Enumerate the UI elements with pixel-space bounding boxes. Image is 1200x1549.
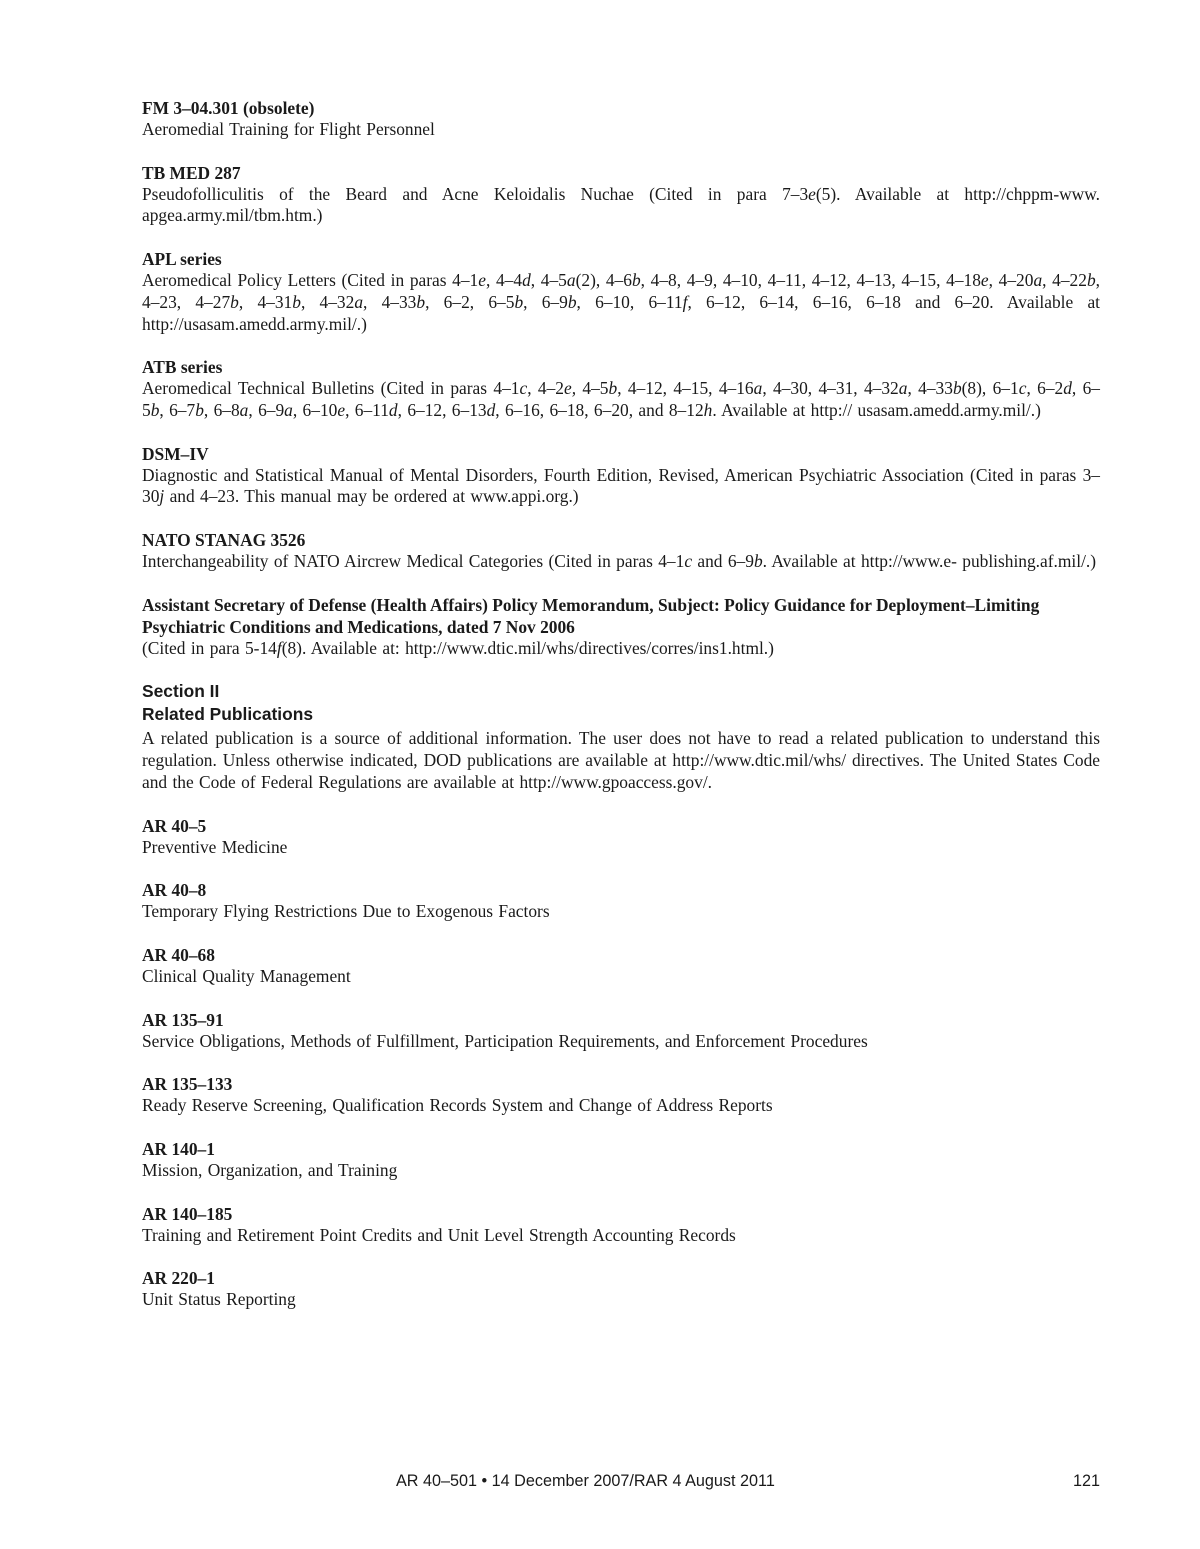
italic-text: a — [284, 399, 293, 420]
publication-description — [142, 1160, 1100, 1182]
description-text: , 6–12, 6–14, 6–16, 6–18 and 6–20. Available at http://usasam.amedd.army.mil/.) — [142, 291, 1101, 334]
italic-text: b — [514, 291, 524, 312]
description-text: Ready Reserve Screening, Qualification Records System and Change of Address Reports — [142, 1095, 773, 1116]
italic-text: e — [478, 270, 486, 291]
section-label: Section II — [142, 681, 220, 702]
description-text: . Available at http:// usasam.amedd.army.mil/.) — [712, 399, 1041, 420]
description-text: Clinical Quality Management — [142, 965, 351, 986]
publication-entry — [142, 1073, 1100, 1117]
publication-title: AR 40–5 — [142, 815, 207, 836]
italic-text: f — [276, 637, 282, 658]
italic-text: a — [1033, 270, 1043, 291]
italic-text: b — [753, 551, 763, 572]
description-text: Diagnostic and Statistical Manual of Mental Disorders, Fourth Edition, Revised, American Psychiatric Association (Cited in paras 3–30 — [142, 464, 1100, 507]
description-text: , 4–32 — [300, 291, 355, 312]
publication-title: AR 135–133 — [142, 1074, 233, 1095]
description-text: , 6–16, 6–18, 6–20, and 8–12 — [495, 399, 704, 420]
description-text: and 4–23. This manual may be ordered at www.appi.org.) — [164, 486, 579, 507]
description-text: , 4–20 — [988, 270, 1034, 291]
italic-text: b — [292, 291, 301, 312]
italic-text: b — [567, 291, 577, 312]
description-text: Service Obligations, Methods of Fulfillment, Participation Requirements, and Enforcement Procedures — [142, 1030, 868, 1051]
description-text: , 4–5 — [530, 270, 567, 291]
italic-text: d — [1063, 378, 1072, 399]
publication-entry — [142, 356, 1100, 421]
italic-text: e — [337, 399, 346, 420]
description-text: 4–5 — [576, 378, 609, 399]
publication-title: AR 40–8 — [142, 880, 207, 901]
related-publications-list — [142, 815, 1100, 1312]
description-text: (Cited in para 5-14 — [142, 637, 277, 658]
description-text: , 6–7 — [159, 399, 196, 420]
italic-text: b — [631, 270, 641, 291]
description-text: Mission, Organization, and Training — [142, 1160, 398, 1181]
publication-title: NATO STANAG 3526 — [142, 530, 306, 551]
description-text: , 6–2 — [1026, 378, 1064, 399]
publication-description — [142, 837, 1100, 859]
italic-text: b — [230, 291, 239, 312]
italic-text: e — [980, 270, 989, 291]
publication-title: FM 3–04.301 (obsolete) — [142, 98, 315, 118]
description-text: Aeromedial Training for Flight Personnel — [142, 119, 435, 139]
description-text: , 6–10, 6–11 — [576, 291, 683, 312]
page-content — [142, 97, 1100, 1332]
italic-text: e — [808, 183, 816, 204]
italic-text: h — [703, 399, 713, 420]
publication-title: AR 140–185 — [142, 1203, 233, 1224]
description-text: , 4–33 — [907, 378, 953, 399]
publication-description — [142, 551, 1100, 573]
description-text: , 6–5 — [142, 378, 1101, 420]
description-text: Aeromedical Policy Letters (Cited in paras 4–1 — [142, 270, 479, 291]
publication-entry — [142, 1203, 1100, 1247]
publication-title: DSM–IV — [142, 443, 209, 464]
publication-description — [142, 638, 1100, 660]
italic-text: a — [566, 270, 576, 291]
section-header — [142, 680, 1100, 726]
description-text: Preventive Medicine — [142, 836, 288, 857]
page-footer — [142, 1472, 1100, 1494]
description-text: , 4–22 — [1042, 270, 1087, 291]
italic-text: c — [684, 551, 693, 572]
section-heading: Related Publications — [142, 704, 314, 725]
italic-text: j — [159, 486, 165, 507]
description-text: , 4–4 — [485, 270, 523, 291]
description-text: , 6–9 — [523, 291, 568, 312]
italic-text: a — [898, 378, 908, 399]
description-text: , 6–9 — [248, 399, 285, 420]
description-text: , 4–30, 4–31, 4–32 — [762, 378, 899, 399]
publication-entry — [142, 815, 1100, 859]
italic-text: a — [753, 378, 763, 399]
description-text: (8). Available at: http://www.dtic.mil/whs/directives/corres/ins1.html.) — [281, 637, 774, 658]
publication-title: ATB series — [142, 357, 223, 378]
italic-text: f — [682, 291, 688, 312]
description-text: Training and Retirement Point Credits and Unit Level Strength Accounting Records — [142, 1224, 736, 1245]
publication-description — [142, 901, 1100, 923]
publication-entry — [142, 879, 1100, 923]
description-text: and 6–9 — [692, 551, 754, 572]
description-text: , 4–33 — [363, 291, 417, 312]
description-text: Aeromedical Technical Bulletins (Cited in paras 4–1 — [142, 378, 520, 399]
italic-text: b — [608, 378, 618, 399]
description-text: Temporary Flying Restrictions Due to Exogenous Factors — [142, 901, 550, 922]
italic-text: d — [522, 270, 531, 291]
publication-entry — [142, 1138, 1100, 1182]
publication-title: TB MED 287 — [142, 162, 241, 183]
publication-title: AR 140–1 — [142, 1139, 215, 1160]
italic-text: d — [388, 399, 398, 420]
publication-entry — [142, 97, 1100, 141]
italic-text: c — [1018, 378, 1027, 399]
publication-description — [142, 184, 1100, 227]
footer-citation: AR 40–501 • 14 December 2007/RAR 4 August 2011 — [396, 1472, 775, 1490]
publication-entry — [142, 529, 1100, 573]
section-intro: A related publication is a source of additional information. The user does not have to read a related publication to understand this regulation. Unless otherwise indicated, DOD publications are available at http://www.dtic.mil/whs/ directives. The United States Code and the Code of Federal Regulations are available at http://www.gpoaccess.gov/. — [142, 728, 1100, 792]
italic-text: b — [1086, 270, 1096, 291]
publication-entry — [142, 443, 1100, 508]
description-text: (2), 4–6 — [575, 270, 632, 291]
italic-text: c — [519, 378, 528, 399]
italic-text: b — [416, 291, 426, 312]
description-text: , 6–12, 6–13 — [397, 399, 487, 420]
publication-description — [142, 465, 1100, 508]
publication-description — [142, 1095, 1100, 1117]
page-number: 121 — [1072, 1472, 1100, 1490]
description-text: , 4–23, 4–27 — [142, 270, 1100, 312]
description-text: (5). Available at http://chppm-www. apgea.army.mil/tbm.htm.) — [142, 183, 1100, 226]
description-text: , 6–11 — [345, 399, 389, 420]
italic-text: b — [195, 399, 204, 420]
italic-text: d — [486, 399, 496, 420]
publication-title: AR 220–1 — [142, 1268, 215, 1289]
italic-text: a — [239, 399, 249, 420]
publication-entry — [142, 1009, 1100, 1053]
description-text: , 6–10 — [292, 399, 338, 420]
description-text: , 4–12, 4–15, 4–16 — [617, 378, 754, 399]
publication-description — [142, 119, 1100, 141]
description-text: . Available at http://www.e- publishing.af.mil/.) — [762, 551, 1097, 572]
description-text: , 4–2 — [527, 378, 564, 399]
publication-title: AR 135–91 — [142, 1009, 224, 1030]
publication-entry — [142, 1267, 1100, 1311]
publication-description — [142, 1289, 1100, 1311]
publication-description — [142, 378, 1100, 421]
description-text: Unit Status Reporting — [142, 1289, 296, 1310]
description-text: , 6–8 — [203, 399, 240, 420]
publication-description — [142, 1031, 1100, 1053]
description-text: Pseudofolliculitis of the Beard and Acne Keloidalis Nuchae (Cited in para 7–3 — [142, 183, 809, 204]
description-text: Interchangeability of NATO Aircrew Medical Categories (Cited in paras 4–1 — [142, 551, 685, 572]
italic-text: e, — [563, 378, 577, 399]
publication-title: AR 40–68 — [142, 944, 215, 965]
italic-text: b — [952, 378, 962, 399]
publication-title: Assistant Secretary of Defense (Health Affairs) Policy Memorandum, Subject: Policy Guidance for Deployment–Limiting Psychiatric Conditions and Medications, dated 7 Nov 2006 — [142, 594, 1040, 637]
publication-entry — [142, 944, 1100, 988]
description-text: , 6–2, 6–5 — [425, 291, 515, 312]
publication-entry — [142, 594, 1100, 660]
publication-description — [142, 1225, 1100, 1247]
publication-entry — [142, 248, 1100, 335]
description-text: , 4–8, 4–9, 4–10, 4–11, 4–12, 4–13, 4–15, 4–18 — [640, 270, 981, 291]
publication-description — [142, 966, 1100, 988]
publication-title: APL series — [142, 249, 222, 270]
description-text: (8), 6–1 — [961, 378, 1019, 399]
italic-text: b — [150, 399, 160, 420]
italic-text: a — [354, 291, 364, 312]
description-text: , 4–31 — [238, 291, 293, 312]
publication-entry — [142, 162, 1100, 227]
publication-description — [142, 270, 1100, 335]
required-publications-list — [142, 97, 1100, 659]
